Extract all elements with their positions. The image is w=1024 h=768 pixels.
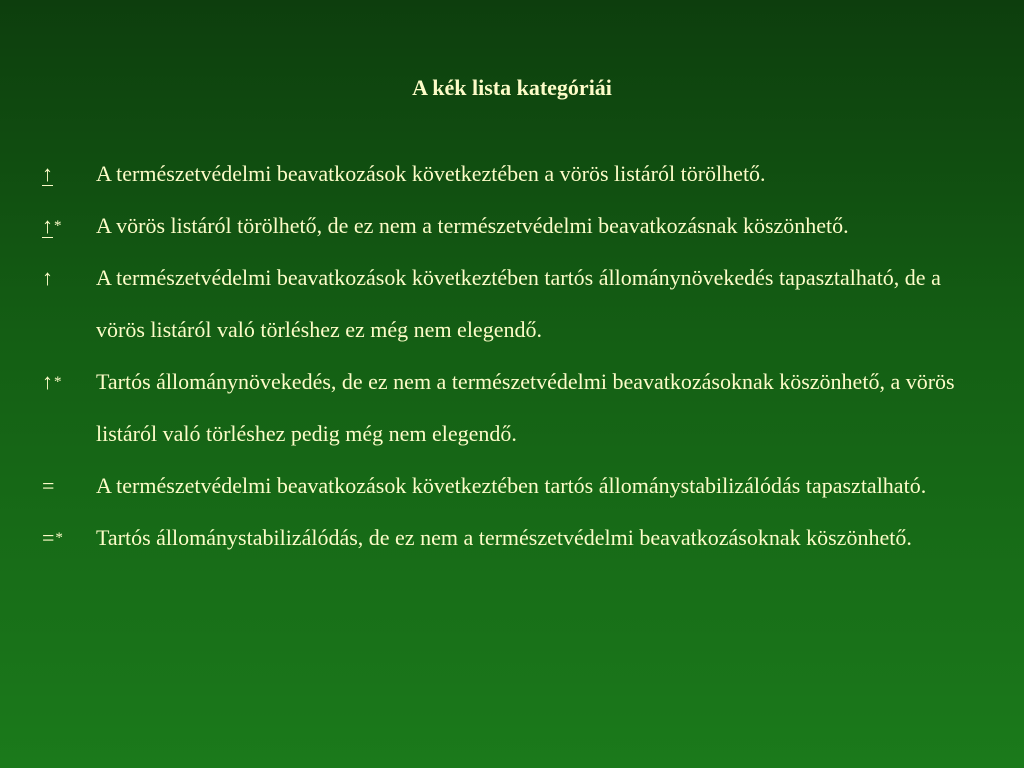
list-item bbox=[0, 460, 1024, 512]
slide-title: A kék lista kategóriái bbox=[412, 75, 612, 100]
category-marker bbox=[42, 460, 92, 512]
star-icon: * bbox=[54, 218, 62, 234]
list-item-text: A természetvédelmi beavatkozások következtében a vörös listáról törölhető. bbox=[96, 161, 766, 186]
list-item-text: A természetvédelmi beavatkozások következtében tartós állománynövekedés tapasztalható, de a vörös listáról való törléshez ez még nem elegendő. bbox=[96, 265, 941, 342]
star-icon: * bbox=[54, 374, 62, 390]
category-marker bbox=[42, 252, 92, 304]
arrow-up-icon: ↑ bbox=[42, 213, 53, 238]
list-item bbox=[0, 148, 1024, 200]
category-marker bbox=[42, 512, 92, 564]
list-item-text: Tartós állománystabilizálódás, de ez nem a természetvédelmi beavatkozásoknak köszönhető. bbox=[96, 525, 912, 550]
arrow-up-icon: ↑ bbox=[42, 369, 53, 394]
star-icon: * bbox=[55, 530, 63, 546]
equals-icon: = bbox=[42, 525, 55, 550]
list-item bbox=[0, 200, 1024, 252]
category-marker bbox=[42, 200, 92, 252]
category-list bbox=[0, 148, 1024, 564]
equals-icon: = bbox=[42, 473, 55, 498]
arrow-up-icon: ↑ bbox=[42, 265, 53, 290]
list-item bbox=[0, 252, 1024, 356]
category-marker bbox=[42, 148, 92, 200]
arrow-up-icon: ↑ bbox=[42, 161, 53, 186]
category-marker bbox=[42, 356, 92, 408]
list-item-text: Tartós állománynövekedés, de ez nem a természetvédelmi beavatkozásoknak köszönhető, a vörös listáról való törléshez pedig még nem elegendő. bbox=[96, 369, 955, 446]
list-item bbox=[0, 356, 1024, 460]
list-item-text: A vörös listáról törölhető, de ez nem a természetvédelmi beavatkozásnak köszönhető. bbox=[96, 213, 849, 238]
list-item bbox=[0, 512, 1024, 564]
list-item-text: A természetvédelmi beavatkozások következtében tartós állománystabilizálódás tapasztalható. bbox=[96, 473, 927, 498]
